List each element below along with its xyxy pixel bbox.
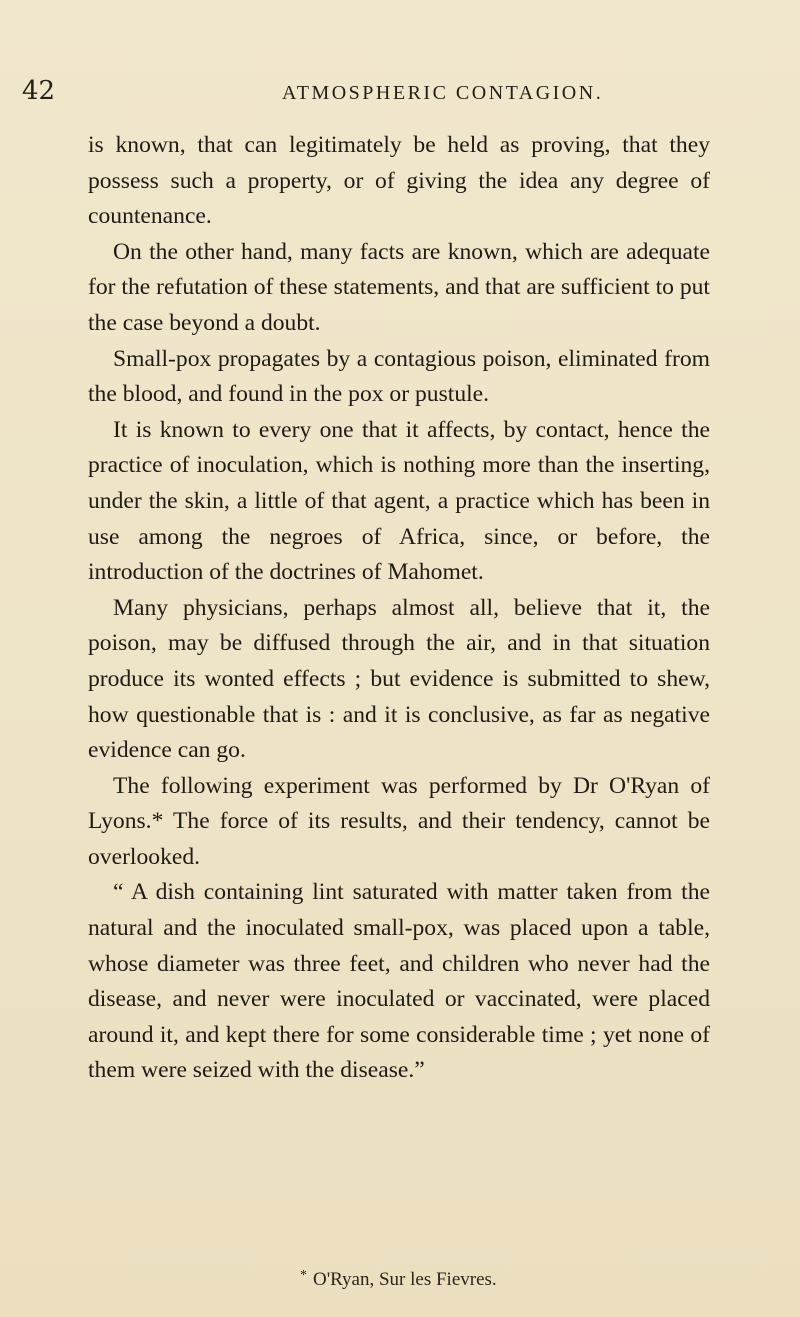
paragraph: The following experiment was performed by Dr O'Ryan of Lyons.* The force of its results, and their tendency, cannot be overlooked. <box>88 772 710 870</box>
footnote-marker: * <box>300 1268 307 1283</box>
running-head: ATMOSPHERIC CONTAGION. <box>282 82 604 104</box>
page-header <box>0 78 800 108</box>
paragraph: is known, that can legitimately be held as proving, that they possess such a property, or of giving the idea any degree of countenance. <box>88 132 710 230</box>
paragraph: On the other hand, many facts are known, which are adequate for the refutation of these statements, and that are sufficient to put the case beyond a doubt. <box>88 238 710 336</box>
footnote-text: O'Ryan, Sur les Fievres. <box>313 1269 497 1290</box>
page-number: 42 <box>22 76 56 106</box>
body-text <box>88 128 710 1089</box>
paragraph: It is known to every one that it affects, by contact, hence the practice of inoculation, which is nothing more than the inserting, under the skin, a little of that agent, a practice which has been in use among the negroes of Africa, since, or before, the introduction of the doctrines of Mahomet. <box>88 416 710 586</box>
footnote <box>300 1268 497 1291</box>
quotation-paragraph: “ A dish containing lint saturated with matter taken from the natural and the inoculated small-pox, was placed upon a table, whose diameter was three feet, and children who never had the disease, and never were inoculated or vaccinated, were placed around it, and kept there for some considerable time ; yet none of them were seized with the disease.” <box>88 879 710 1084</box>
paragraph: Many physicians, perhaps almost all, believe that it, the poison, may be diffused through the air, and in that situation produce its wonted effects ; but evidence is submitted to shew, how questionable that is : and it is conclusive, as far as negative evidence can go. <box>88 594 710 764</box>
paragraph: Small-pox propagates by a contagious poison, eliminated from the blood, and found in the pox or pustule. <box>88 345 710 408</box>
